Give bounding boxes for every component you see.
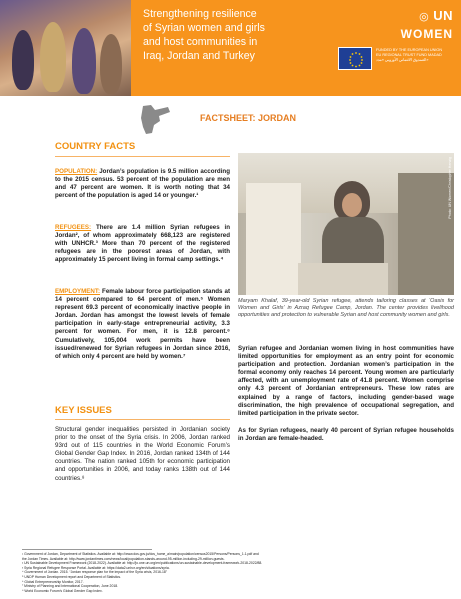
header-title-line: Strengthening resilience bbox=[143, 8, 257, 20]
eu-funding-block bbox=[338, 47, 458, 77]
header-title bbox=[143, 7, 328, 63]
refugees-paragraph bbox=[55, 224, 230, 264]
footnote-divider bbox=[22, 549, 152, 550]
header-photo bbox=[0, 0, 131, 96]
footnote: ⁷ Ministry of Planning and International Cooperation, June 2018. bbox=[22, 584, 119, 589]
employment-text: Female labour force participation stands at 14 percent compared to 64 percent of men.⁵ Women represent 69.3 percent of economically inactive people in Jordan. Jordan has amongst the lowest levels of female participation in early-stage entrepreneurial activity, 3.3 percent for women. For men, it is 12.8 percent.⁶ Cumulatively, 105,004 work permits have been issued/renewed for Syrian refugees in Jordan since 2016, of which only 4 percent are held by women.⁷ bbox=[55, 288, 230, 360]
photo-caption: Maryam Khalaf, 39-year-old Syrian refugee, attends tailoring classes at ‘Oasis for Women and Girls’ in Azraq Refugee Camp, Jordan. The center provides livelihood opportunities and protection to vulnerable Syrian and host community women and girls. bbox=[238, 298, 454, 319]
footnote: ⁵ UNDP Human Development report and Department of Statistics. bbox=[22, 574, 121, 579]
footnote: ¹ Government of Jordan, Department of Statistics. Available at: http://www.dos.gov.jo/dos_home_a/main/population/census2015/Persons/Persons_1.1.pdf and bbox=[22, 552, 259, 556]
population-paragraph bbox=[55, 168, 230, 200]
population-text: Jordan’s population is 9.5 million according to the 2015 census. 53 percent of the population are men and 47 percent are women. It is worth noting that 34 percent of the population is aged 14 or younger.¹ bbox=[55, 168, 230, 200]
eu-text-line: FUNDED BY THE EUROPEAN UNION bbox=[376, 48, 443, 52]
photo-credit: Photo: UN Women/Christopher Herwig bbox=[448, 157, 452, 219]
section-divider bbox=[55, 156, 230, 157]
header-title-line: Iraq, Jordan and Turkey bbox=[143, 50, 255, 62]
section-divider bbox=[55, 419, 230, 420]
population-label: POPULATION: bbox=[55, 168, 98, 175]
footnote: ² UN Sustainable Development Framework (2018-2022). Available at: http://jo.one.un.org/en/publications/un-sustainable-development-framework-2018-2022/88. bbox=[22, 561, 263, 566]
header-title-line: and host communities in bbox=[143, 36, 258, 48]
header-title-line: of Syrian women and girls bbox=[143, 22, 265, 34]
right-column-paragraph-2: As for Syrian refugees, nearly 40 percent of Syrian refugee households in Jordan are female-headed. bbox=[238, 427, 454, 443]
footnote: ⁸ World Economic Forum’s Global Gender Gap Index. bbox=[22, 588, 103, 593]
right-column-paragraph: Syrian refugee and Jordanian women living in host communities have limited opportunities for employment as an entry point for economic participation and protection. Jordanian women’s participation in the formal economy only reaches 14 percent. Young women are particularly affected, with an unemployment rate of 41.8 percent. Women comprise only 4.3 percent of Jordanian entrepreneurs. These low rates are explained by a range of factors, including gender-based wage discrimination, the high prevalence of occupational segregation, and limited participation in the private sector. bbox=[238, 345, 454, 417]
refugees-label: REFUGEES: bbox=[55, 224, 92, 231]
header-band bbox=[0, 0, 461, 96]
logo-women-text: WOMEN bbox=[400, 27, 453, 41]
jordan-map-icon bbox=[137, 103, 171, 135]
eu-funding-text bbox=[376, 48, 456, 63]
eu-flag-icon bbox=[338, 47, 372, 70]
country-facts-heading: COUNTRY FACTS bbox=[55, 141, 136, 152]
globe-icon: ◎ bbox=[419, 11, 429, 23]
key-issues-heading: KEY ISSUES bbox=[55, 405, 112, 416]
footnote: ³ Syria Regional Refugee Response Portal. Available at: https://data2.unhcr.org/en/situations/syria. bbox=[22, 565, 170, 570]
refugees-text: There are 1.4 million Syrian refugees in Jordan², of whom approximately 668,123 are registered with UNHCR.³ More than 70 percent of the registered refugees are in the poorest areas of Jordan, with approximately 15 percent living in formal camp settings.⁴ bbox=[55, 224, 230, 264]
un-women-logo bbox=[363, 7, 453, 43]
key-issues-paragraph: Structural gender inequalities persisted in Jordanian society prior to the onset of the Syria crisis. In 2006, Jordan ranked 93rd out of 115 countries in the World Economic Forum’s Global Gender Gap Index. In 2016, Jordan ranked 134th of 144 countries. The nation ranked 105th for economic participation and opportunities in 2006, and today ranks 138th out of 144 countries.⁸ bbox=[55, 426, 230, 482]
refugee-portrait-photo bbox=[238, 153, 454, 295]
factsheet-title: FACTSHEET: JORDAN bbox=[200, 113, 297, 123]
footnote: the Jordan Times. Available at: http://www.jordantimes.com/news/local/population-stands-around-95-million-including-29-million-guests. bbox=[22, 556, 225, 561]
footnote: ⁶ Global Entrepreneurship Monitor, 2017. bbox=[22, 579, 84, 584]
logo-un-text: UN bbox=[433, 8, 453, 23]
eu-text-line: EU REGIONAL TRUST FUND MADAD bbox=[376, 53, 442, 57]
footnotes bbox=[22, 552, 442, 593]
footnote: ⁴ Government of Jordan. 2015. “Jordan response plan for the impact of the Syria crisis, 2016-18” bbox=[22, 570, 167, 575]
employment-label: EMPLOYMENT: bbox=[55, 288, 101, 295]
employment-paragraph bbox=[55, 288, 230, 361]
eu-text-line: الصندوق الائتماني الأوروبي «مدد» bbox=[376, 58, 429, 62]
